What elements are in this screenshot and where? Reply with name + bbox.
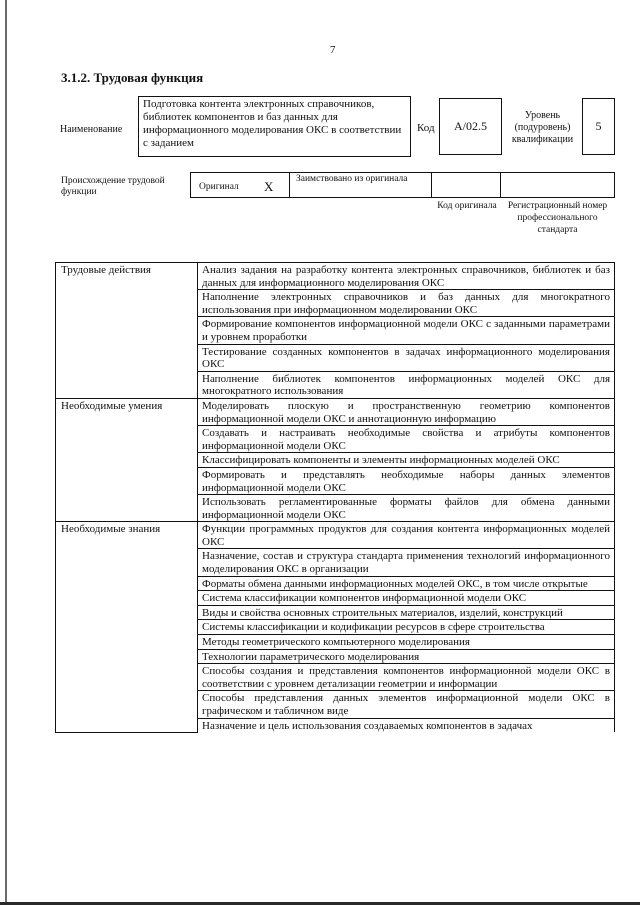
origin-original-cell: [190, 172, 290, 198]
origin-label: Происхождение трудовой функции: [61, 176, 165, 197]
category-cell: Трудовые действия: [56, 263, 198, 399]
table-row: [56, 263, 615, 290]
item-cell: Назначение и цель использования создаваемых компонентов в задачах: [198, 718, 615, 732]
item-cell: Системы классификации и кодификации ресурсов в сфере строительства: [198, 620, 615, 635]
item-cell: Форматы обмена данными информационных моделей ОКС, в том числе открытые: [198, 576, 615, 591]
name-label: Наименование: [60, 124, 123, 135]
item-cell: Моделировать плоскую и пространственную геометрию компонентов информационной модели ОКС и аннотационную информацию: [198, 398, 615, 425]
original-mark: X: [264, 179, 274, 194]
item-cell: Формировать и представлять необходимые наборы данных элементов информационной модели ОКС: [198, 467, 615, 494]
scan-edge: [5, 0, 7, 905]
table-row: [56, 522, 615, 549]
function-name-box: Подготовка контента электронных справочников, библиотек компонентов и баз данных для информационного моделирования ОКС в соответствии с заданием: [138, 96, 411, 157]
borrowed-label: Заимствовано из оригинала: [296, 174, 408, 184]
page-number: 7: [330, 44, 336, 56]
table-row: [56, 398, 615, 425]
function-table: [55, 262, 615, 733]
item-cell: Наполнение электронных справочников и баз данных для многократного использования при информационном моделировании ОКС: [198, 290, 615, 317]
item-cell: Классифицировать компоненты и элементы информационных моделей ОКС: [198, 453, 615, 468]
item-cell: Наполнение библиотек компонентов информационных моделей ОКС для многократного использования: [198, 371, 615, 398]
item-cell: Технологии параметрического моделирования: [198, 649, 615, 664]
item-cell: Способы создания и представления компонентов информационной модели ОКС в соответствии с уровнем детализации геометрии и информации: [198, 664, 615, 691]
code-label: Код: [417, 122, 435, 134]
item-cell: Система классификации компонентов информационной модели ОКС: [198, 591, 615, 606]
origin-row: [190, 172, 615, 198]
category-cell: Необходимые умения: [56, 398, 198, 521]
qualification-level-label: Уровень (подуровень) квалификации: [511, 110, 574, 145]
item-cell: Виды и свойства основных строительных материалов, изделий, конструкций: [198, 605, 615, 620]
function-code-box: А/02.5: [439, 98, 502, 155]
section-title: 3.1.2. Трудовая функция: [61, 70, 204, 85]
item-cell: Функции программных продуктов для создания контента информационных моделей ОКС: [198, 522, 615, 549]
item-cell: Методы геометрического компьютерного моделирования: [198, 635, 615, 650]
registration-number-caption: Регистрационный номер профессионального стандарта: [507, 201, 608, 235]
item-cell: Использовать регламентированные форматы файлов для обмена данными информационной модели ОКС: [198, 495, 615, 522]
origin-borrowed-cell: [289, 172, 432, 198]
origin-reg-cell: [500, 172, 615, 198]
item-cell: Анализ задания на разработку контента электронных справочников, библиотек и баз данных для информационного моделирования ОКС: [198, 263, 615, 290]
item-cell: Способы представления данных элементов информационной модели ОКС в графическом и табличном виде: [198, 691, 615, 718]
item-cell: Создавать и настраивать необходимые свойства и атрибуты компонентов информационной модели ОКС: [198, 426, 615, 453]
category-cell: Необходимые знания: [56, 522, 198, 732]
original-code-caption: Код оригинала: [437, 201, 497, 211]
item-cell: Тестирование созданных компонентов в задачах информационного моделирования ОКС: [198, 344, 615, 371]
qualification-level-box: 5: [582, 98, 615, 155]
item-cell: Назначение, состав и структура стандарта применения технологий информационного моделирования ОКС в организации: [198, 549, 615, 576]
item-cell: Формирование компонентов информационной модели ОКС с заданными параметрами и уровнем проработки: [198, 317, 615, 344]
original-label: Оригинал: [199, 182, 239, 192]
origin-code-cell: [431, 172, 501, 198]
